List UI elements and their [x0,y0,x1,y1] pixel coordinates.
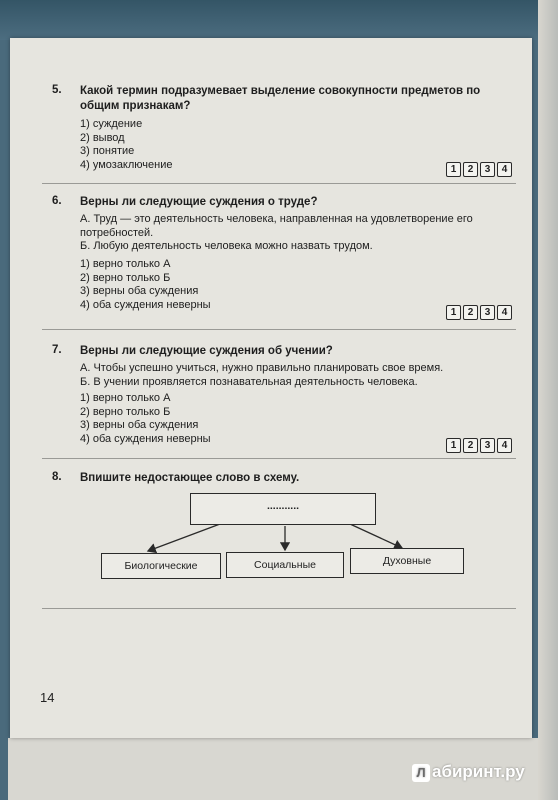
answer-box-1[interactable]: 1 [446,162,461,177]
separator [42,608,516,609]
answer-box-2[interactable]: 2 [463,305,478,320]
option-2[interactable]: 2) вывод [80,131,125,144]
scheme-box-spiritual: Духовные [350,548,464,574]
option-3[interactable]: 3) понятие [80,145,135,157]
answer-box-3[interactable]: 3 [480,438,495,453]
option-3[interactable]: 3) верны оба суждения [80,419,199,431]
question-number: 8. [52,471,62,483]
statement-a: А. Труд — это деятельность человека, направленная на удовлетворение его потребностей. [80,213,473,239]
answer-box-3[interactable]: 3 [480,305,495,320]
workbook-page [10,38,532,738]
scheme-box-biological: Биологические [101,553,221,579]
watermark-text: абиринт.ру [432,762,525,781]
statement-a: А. Чтобы успешно учиться, нужно правильно планировать свое время. [80,362,444,374]
option-3[interactable]: 3) верны оба суждения [80,285,199,297]
answer-box-2[interactable]: 2 [463,438,478,453]
answer-box-4[interactable]: 4 [497,305,512,320]
question-number: 7. [52,344,62,356]
scan-background-right [538,0,558,800]
option-1[interactable]: 1) верно только А [80,258,171,270]
question-text: Впишите недостающее слово в схему. [80,472,300,484]
option-4[interactable]: 4) оба суждения неверны [80,432,211,445]
question-text: Верны ли следующие суждения об учении? [80,345,333,357]
answer-box-1[interactable]: 1 [446,438,461,453]
option-1[interactable]: 1) верно только А [80,392,171,404]
option-1[interactable]: 1) суждение [80,118,143,130]
page-number: 14 [40,690,55,705]
arrow-right [350,524,402,548]
option-2[interactable]: 2) верно только Б [80,271,171,284]
option-4[interactable]: 4) оба суждения неверны [80,298,211,311]
scheme-top-box[interactable]: ........... [190,493,376,525]
statement-b: Б. В учении проявляется познавательная деятельность человека. [80,375,418,388]
labirint-logo-icon: Л [412,764,430,782]
watermark [412,762,525,782]
answer-box-1[interactable]: 1 [446,305,461,320]
arrow-left [148,524,220,551]
option-4[interactable]: 4) умозаключение [80,158,173,171]
question-number: 6. [52,195,62,207]
scheme-arrows [10,38,532,738]
answer-box-3[interactable]: 3 [480,162,495,177]
option-2[interactable]: 2) верно только Б [80,405,171,418]
question-text: Какой термин подразумевает выделение совокупности предметов по общим признакам? [80,85,481,112]
scan-background-top [0,0,558,40]
scheme-box-social: Социальные [226,552,344,578]
statement-b: Б. Любую деятельность человека можно назвать трудом. [80,240,373,252]
question-number: 5. [52,84,62,96]
question-text: Верны ли следующие суждения о труде? [80,196,318,208]
answer-box-4[interactable]: 4 [497,438,512,453]
answer-box-4[interactable]: 4 [497,162,512,177]
answer-box-2[interactable]: 2 [463,162,478,177]
